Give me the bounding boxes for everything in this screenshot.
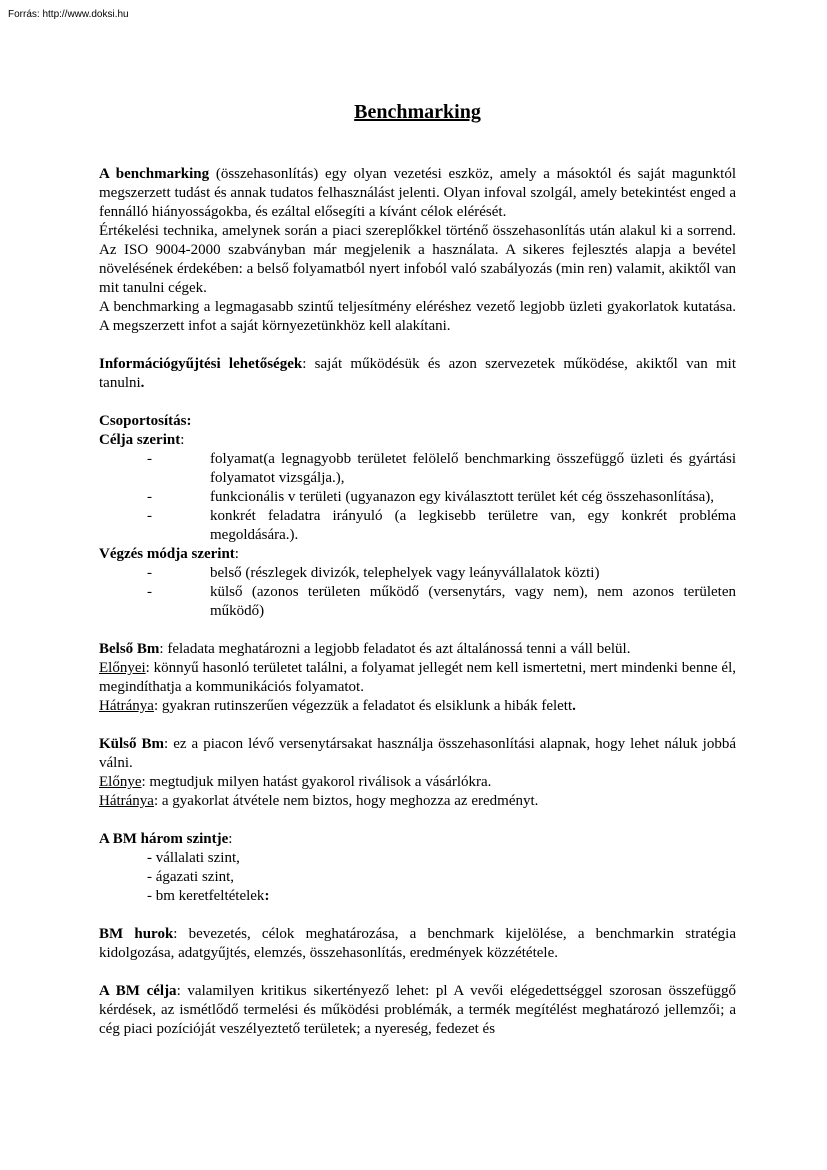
level-item: - ágazati szint, xyxy=(147,869,235,885)
list-item-text: funkcionális v területi (ugyanazon egy kiválasztott terület két cég összehasonlítása), xyxy=(210,489,714,505)
advantage-text: : megtudjuk milyen hatást gyakorol riválisok a vásárlókra. xyxy=(141,774,492,790)
list-dash: - xyxy=(147,451,152,467)
list-item xyxy=(99,507,736,545)
level-item: - vállalati szint, xyxy=(147,850,240,866)
list-item xyxy=(99,488,736,507)
external-bm-paragraph xyxy=(99,735,736,773)
intro-paragraph-3: A benchmarking a legmagasabb szintű teljesítmény eléréshez vezető legjobb üzleti gyakorlatok kutatása. A megszerzett infot a saját környezetünkhöz kell alakítani. xyxy=(99,299,736,334)
intro-paragraph-2: Értékelési technika, amelynek során a piaci szereplőkkel történő összehasonlítás után alakul ki a sorrend. Az ISO 9004-2000 szabványban már megjelenik a használata. A sikeres fejlesztés alapja a bevétel növelésének érdekében: a belső folyamatból nyert infoból való szabályozás (min ren) valamit, akiktől van mit tanulni cégek. xyxy=(99,223,736,296)
goal-paragraph xyxy=(99,982,736,1039)
advantages-text: : könnyű hasonló területet találni, a folyamat jellegét nem kell ismertetni, mert mindenki benne él, megindíthatja a kommunikációs folyamatot. xyxy=(99,660,736,695)
method-group-heading xyxy=(99,545,736,564)
intro-paragraph xyxy=(99,165,736,222)
internal-bm-label: Belső Bm xyxy=(99,641,160,657)
goal-label: A BM célja xyxy=(99,983,177,999)
method-group-colon: : xyxy=(234,546,239,562)
list-item-text: belső (részlegek divizók, telephelyek vagy leányvállalatok közti) xyxy=(210,565,600,581)
level-item-text: - bm keretfeltételek xyxy=(147,888,265,904)
disadvantage-text: : a gyakorlat átvétele nem biztos, hogy meghozza az eredményt. xyxy=(153,793,539,809)
disadvantage-end: . xyxy=(572,698,576,714)
loop-label: BM hurok xyxy=(99,926,174,942)
list-item-text: külső (azonos területen működő (versenytárs, vagy nem), nem azonos területen működő) xyxy=(210,584,736,619)
levels-heading xyxy=(99,830,736,849)
info-paragraph xyxy=(99,355,736,393)
advantage-label: Előnye xyxy=(99,774,142,790)
goal-text: : valamilyen kritikus sikertényező lehet: pl A vevői elégedettséggel szorosan összefüggő kérdések, az ismétlődő termelési és működési problémák, a termék megítélést meghatározó jellemzői; a cég piaci pozícióját veszélyeztető területek; a nyereség, fedezet és xyxy=(99,983,736,1037)
list-item xyxy=(99,564,736,583)
list-item-text: konkrét feladatra irányuló (a legkisebb területre van, egy konkrét probléma megoldására.). xyxy=(210,508,736,543)
level-item xyxy=(99,887,736,906)
list-item xyxy=(99,450,736,488)
info-end: . xyxy=(140,375,145,391)
goal-group-heading xyxy=(99,431,736,450)
levels-colon: : xyxy=(228,831,233,847)
info-label: Információgyűjtési lehetőségek xyxy=(99,356,303,372)
levels-label: A BM három szintje xyxy=(99,831,229,847)
list-item xyxy=(99,583,736,621)
document-title: Benchmarking xyxy=(354,101,481,123)
document-body xyxy=(99,165,736,1039)
internal-bm-advantages xyxy=(99,659,736,697)
method-group-label: Végzés módja szerint xyxy=(99,546,235,562)
internal-bm-text: : feladata meghatározni a legjobb feladatot és azt általánossá tenni a váll belül. xyxy=(159,641,631,657)
internal-bm-disadvantage xyxy=(99,697,736,716)
list-dash: - xyxy=(147,489,152,505)
goal-group-colon: : xyxy=(180,432,185,448)
disadvantage-text: : gyakran rutinszerűen végezzük a feladatot és elsiklunk a hibák felett xyxy=(153,698,573,714)
list-dash: - xyxy=(147,584,152,600)
source-note: Forrás: http://www.doksi.hu xyxy=(8,9,129,20)
disadvantage-label: Hátránya xyxy=(99,698,154,714)
disadvantage-label: Hátránya xyxy=(99,793,154,809)
list-dash: - xyxy=(147,508,152,524)
grouping-heading: Csoportosítás: xyxy=(99,413,192,429)
list-item-text: folyamat(a legnagyobb területet felölelő benchmarking összefüggő üzleti és gyártási folyamatot vizsgálja.), xyxy=(210,451,736,486)
external-bm-text: : ez a piacon lévő versenytársakat használja összehasonlítási alapnak, hogy lehet náluk jobbá válni. xyxy=(99,736,737,771)
internal-bm-paragraph xyxy=(99,640,736,659)
external-bm-label: Külső Bm xyxy=(99,736,165,752)
list-dash: - xyxy=(147,565,152,581)
level-item-end: : xyxy=(264,888,270,904)
goal-group-label: Célja szerint xyxy=(99,432,181,448)
advantages-label: Előnyei xyxy=(99,660,146,676)
external-bm-advantage xyxy=(99,773,736,792)
loop-text: : bevezetés, célok meghatározása, a benchmark kijelölése, a benchmarkin stratégia kidolgozása, adatgyűjtés, elemzés, összehasonlítás, eredmények közzététele. xyxy=(99,926,737,961)
info-text: : saját működésük és azon szervezetek működése, akiktől van mit tanulni xyxy=(99,356,737,391)
loop-paragraph xyxy=(99,925,736,963)
intro-term: A benchmarking xyxy=(99,166,210,182)
external-bm-disadvantage xyxy=(99,792,736,811)
intro-text-1: (összehasonlítás) egy olyan vezetési eszköz, amely a másoktól és saját magunktól megszerzett tudást és annak tudatos felhasználást jelenti. Olyan infoval szolgál, amely betekintést enged a fennálló hiányosságokba, és ezáltal elősegíti a kívánt célok elérését. xyxy=(99,166,736,220)
